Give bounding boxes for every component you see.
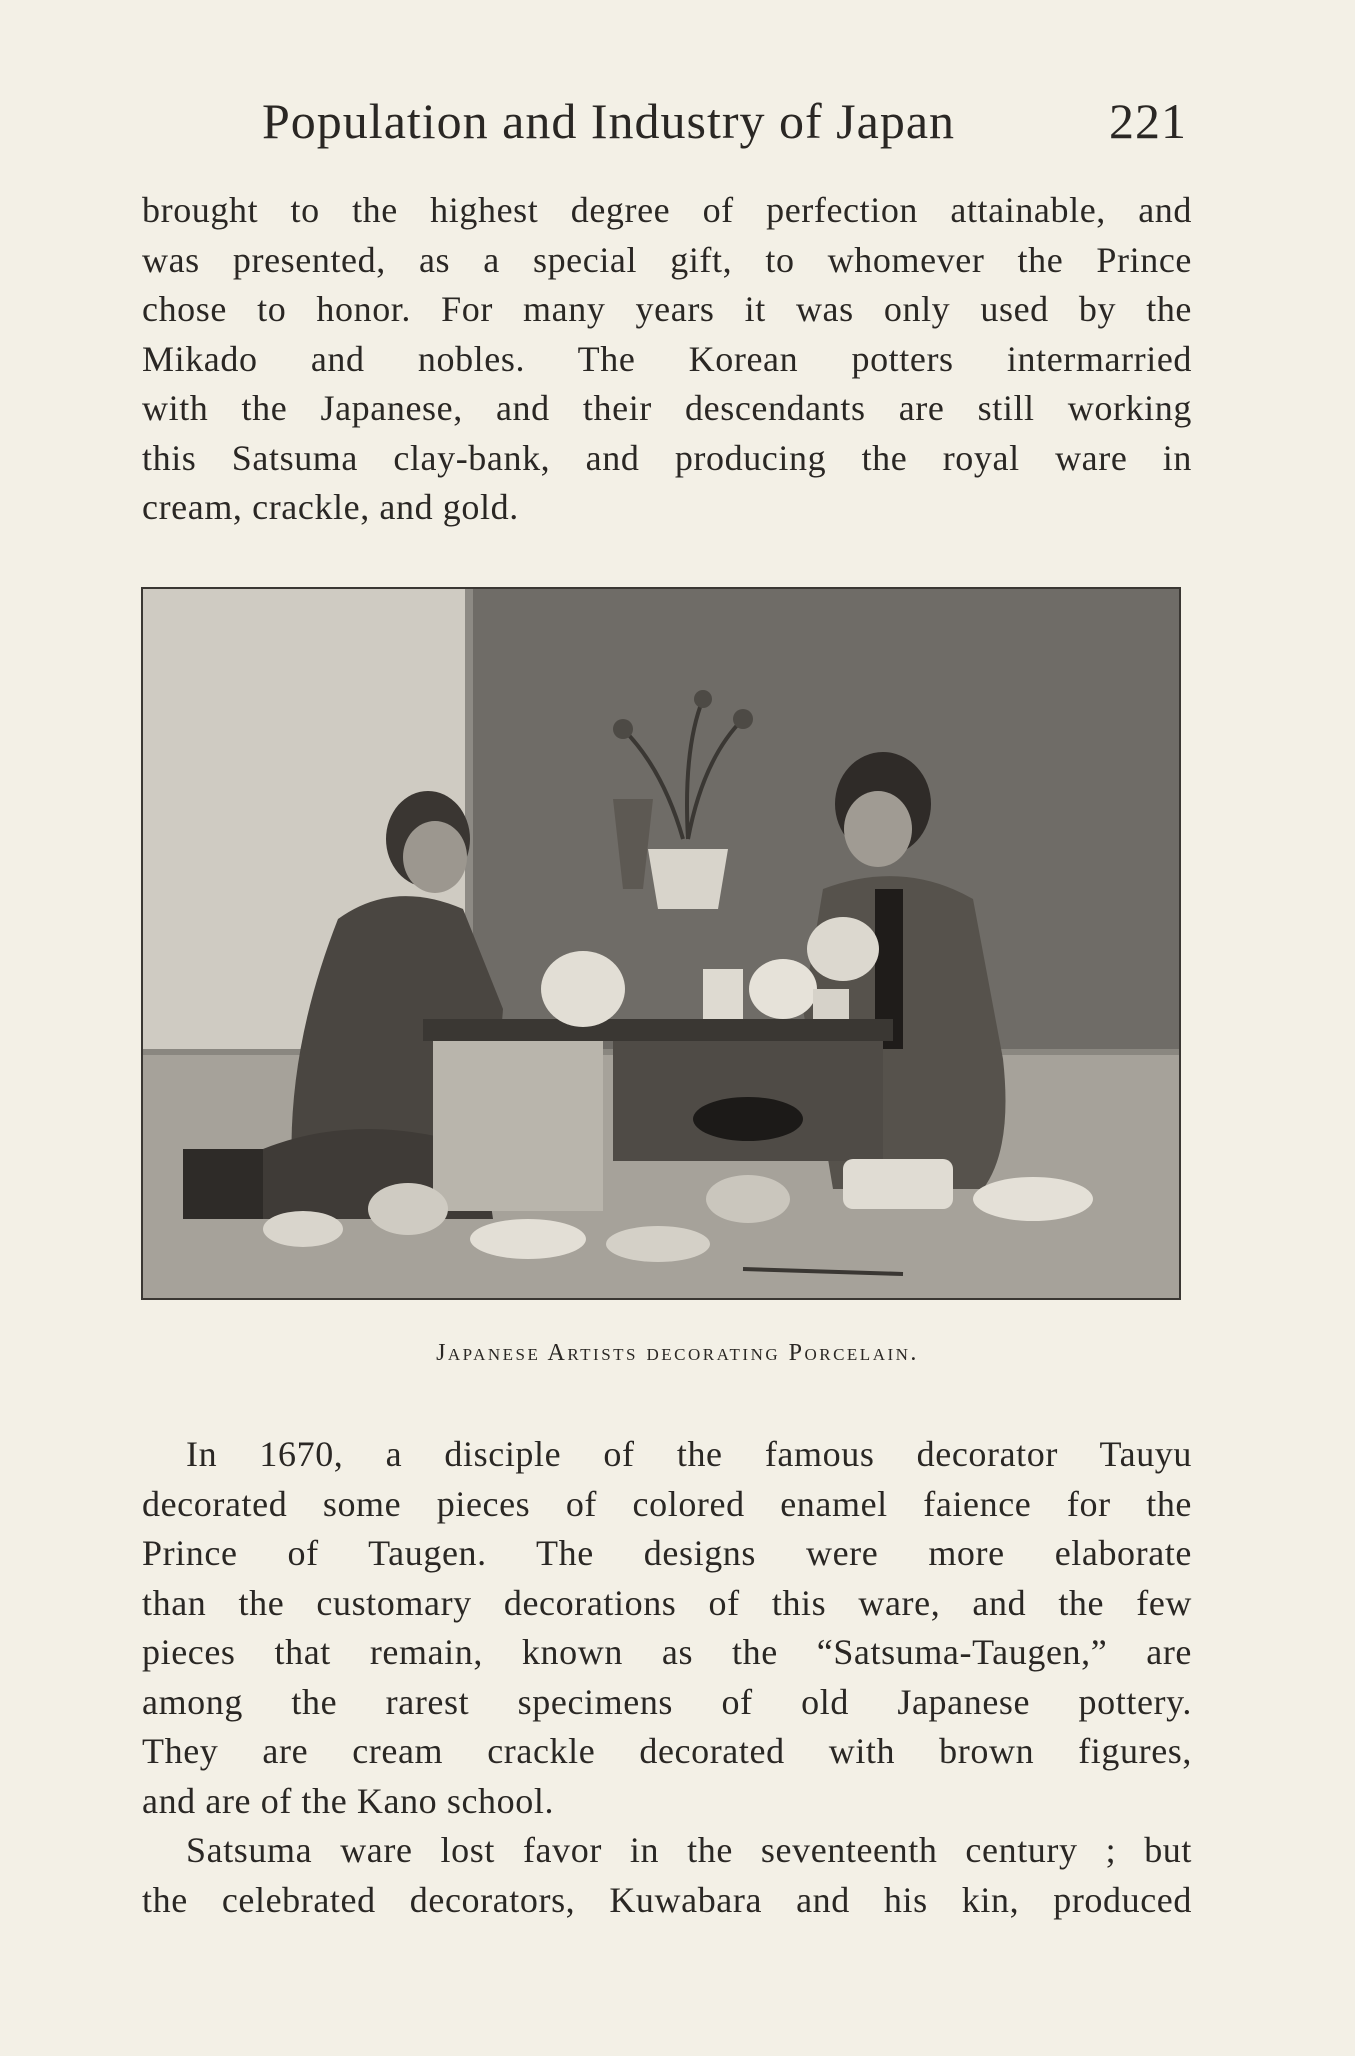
text-line: among the rarest specimens of old Japanese pottery. bbox=[142, 1681, 1192, 1722]
page-number: 221 bbox=[1109, 93, 1187, 149]
text-line: pieces that remain, known as the “Satsuma-Taugen,” are bbox=[142, 1632, 1192, 1672]
text-line: cream, crackle, and gold. bbox=[142, 487, 519, 527]
text-line: with the Japanese, and their descendants are still working bbox=[142, 388, 1192, 428]
photograph-artists-decorating-porcelain bbox=[141, 587, 1181, 1300]
figure-caption: Japanese Artists decorating Porcelain. bbox=[436, 1340, 919, 1366]
running-header bbox=[262, 92, 1187, 150]
text-line: Mikado and nobles. The Korean potters intermarried bbox=[142, 338, 1192, 379]
text-line: the celebrated decorators, Kuwabara and his kin, produced bbox=[142, 1879, 1192, 1920]
text-line: than the customary decorations of this ware, and the few bbox=[142, 1582, 1192, 1623]
paragraph-bottom bbox=[142, 1430, 1192, 1925]
photo-illustration bbox=[143, 589, 1179, 1298]
text-line: decorated some pieces of colored enamel faience for the bbox=[142, 1483, 1192, 1524]
text-line: In 1670, a disciple of the famous decorator Tauyu bbox=[186, 1434, 1192, 1474]
text-line: Prince of Taugen. The designs were more elaborate bbox=[142, 1533, 1192, 1573]
text-line: Satsuma ware lost favor in the seventeenth century ; but bbox=[186, 1830, 1192, 1870]
paragraph-top bbox=[142, 186, 1192, 533]
text-line: chose to honor. For many years it was only used by the bbox=[142, 289, 1192, 329]
text-line: this Satsuma clay-bank, and producing the royal ware in bbox=[142, 437, 1192, 478]
text-line: They are cream crackle decorated with brown figures, bbox=[142, 1731, 1192, 1771]
text-line: brought to the highest degree of perfection attainable, and bbox=[142, 190, 1192, 230]
text-line: and are of the Kano school. bbox=[142, 1780, 555, 1821]
text-line: was presented, as a special gift, to whomever the Prince bbox=[142, 239, 1192, 280]
header-title: Population and Industry of Japan bbox=[262, 93, 956, 149]
